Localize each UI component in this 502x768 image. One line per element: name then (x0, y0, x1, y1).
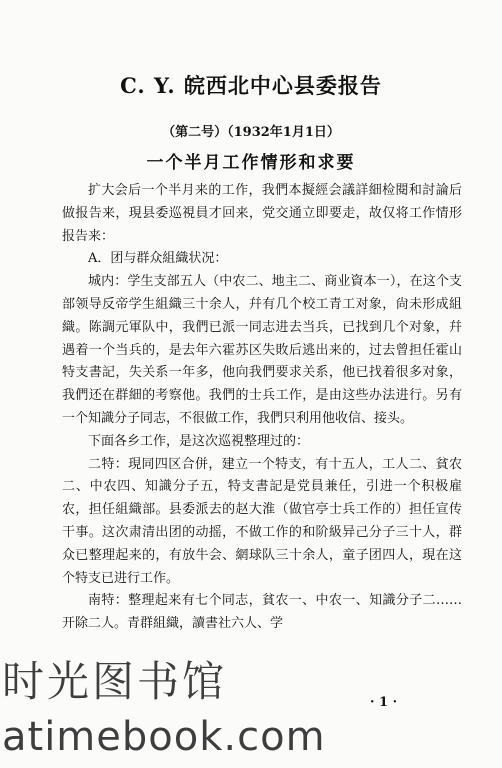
page-number: · 1 · (370, 695, 398, 710)
paragraph-intro: 扩大会后一个半月来的工作，我們本擬經会議詳細检閱和討論后做报告来，現县委巡視員才回来，党交通立即要走，故仅将工作情形报告来： (62, 183, 462, 244)
paragraph-south-special: 南特：整理起来有七个同志，貧农一、中农一、知識分子二……开除二人。青群組織，讀書社六人、学 (62, 593, 462, 632)
watermark-url: atimebook.com (2, 714, 326, 760)
paragraph-city: 城内：学生支部五人（中农二、地主二、商业資本一），在这个支部领导反帝学生組織三十余人，幷有几个校工青工对象，尙未形成組織。陈調元軍队中，我們已派一同志进去当兵，已找到几个对象，幷遇着一个当兵的，是去年六霍苏区失敗后逃出来的，过去曾担任霍山特支書記，失关系一年多，他向我們要求关系，他已找着很多对象，我們还在群細的考察他。我們的士兵工作，是由这些办法进行。另有一个知識分子同志，不很做工作，我們只利用他收信、接头。 (62, 274, 462, 426)
document-title: C. Y. 皖西北中心县委报告 (120, 73, 382, 98)
section-heading-a: A．团与群众組織状况： (88, 251, 228, 267)
issue-line: （第二号）（1932年1月1日） (162, 125, 340, 140)
paragraph-second-special: 二特：現同四区合併，建立一个特支，有十五人，工人二、貧农二、中农四、知識分子五，特支書記是党員兼任，引进一个积极雇农，担任組織部。县委派去的赵大淮（做官亭士兵工作的）担任宣传干事。这次肃清出团的动摇，不做工作的和阶級异己分子三十人，群众已整理起来的，有放牛会、網球队三十余人，童子团四人，現在这个特支已进行工作。 (62, 456, 462, 586)
body-text (62, 180, 462, 636)
document-subtitle: 一个半月工作情形和求要 (146, 153, 356, 173)
watermark-chinese: 时光图书馆 (2, 657, 228, 706)
paragraph-townships: 下面各乡工作，是这次巡視整理过的： (88, 433, 310, 449)
